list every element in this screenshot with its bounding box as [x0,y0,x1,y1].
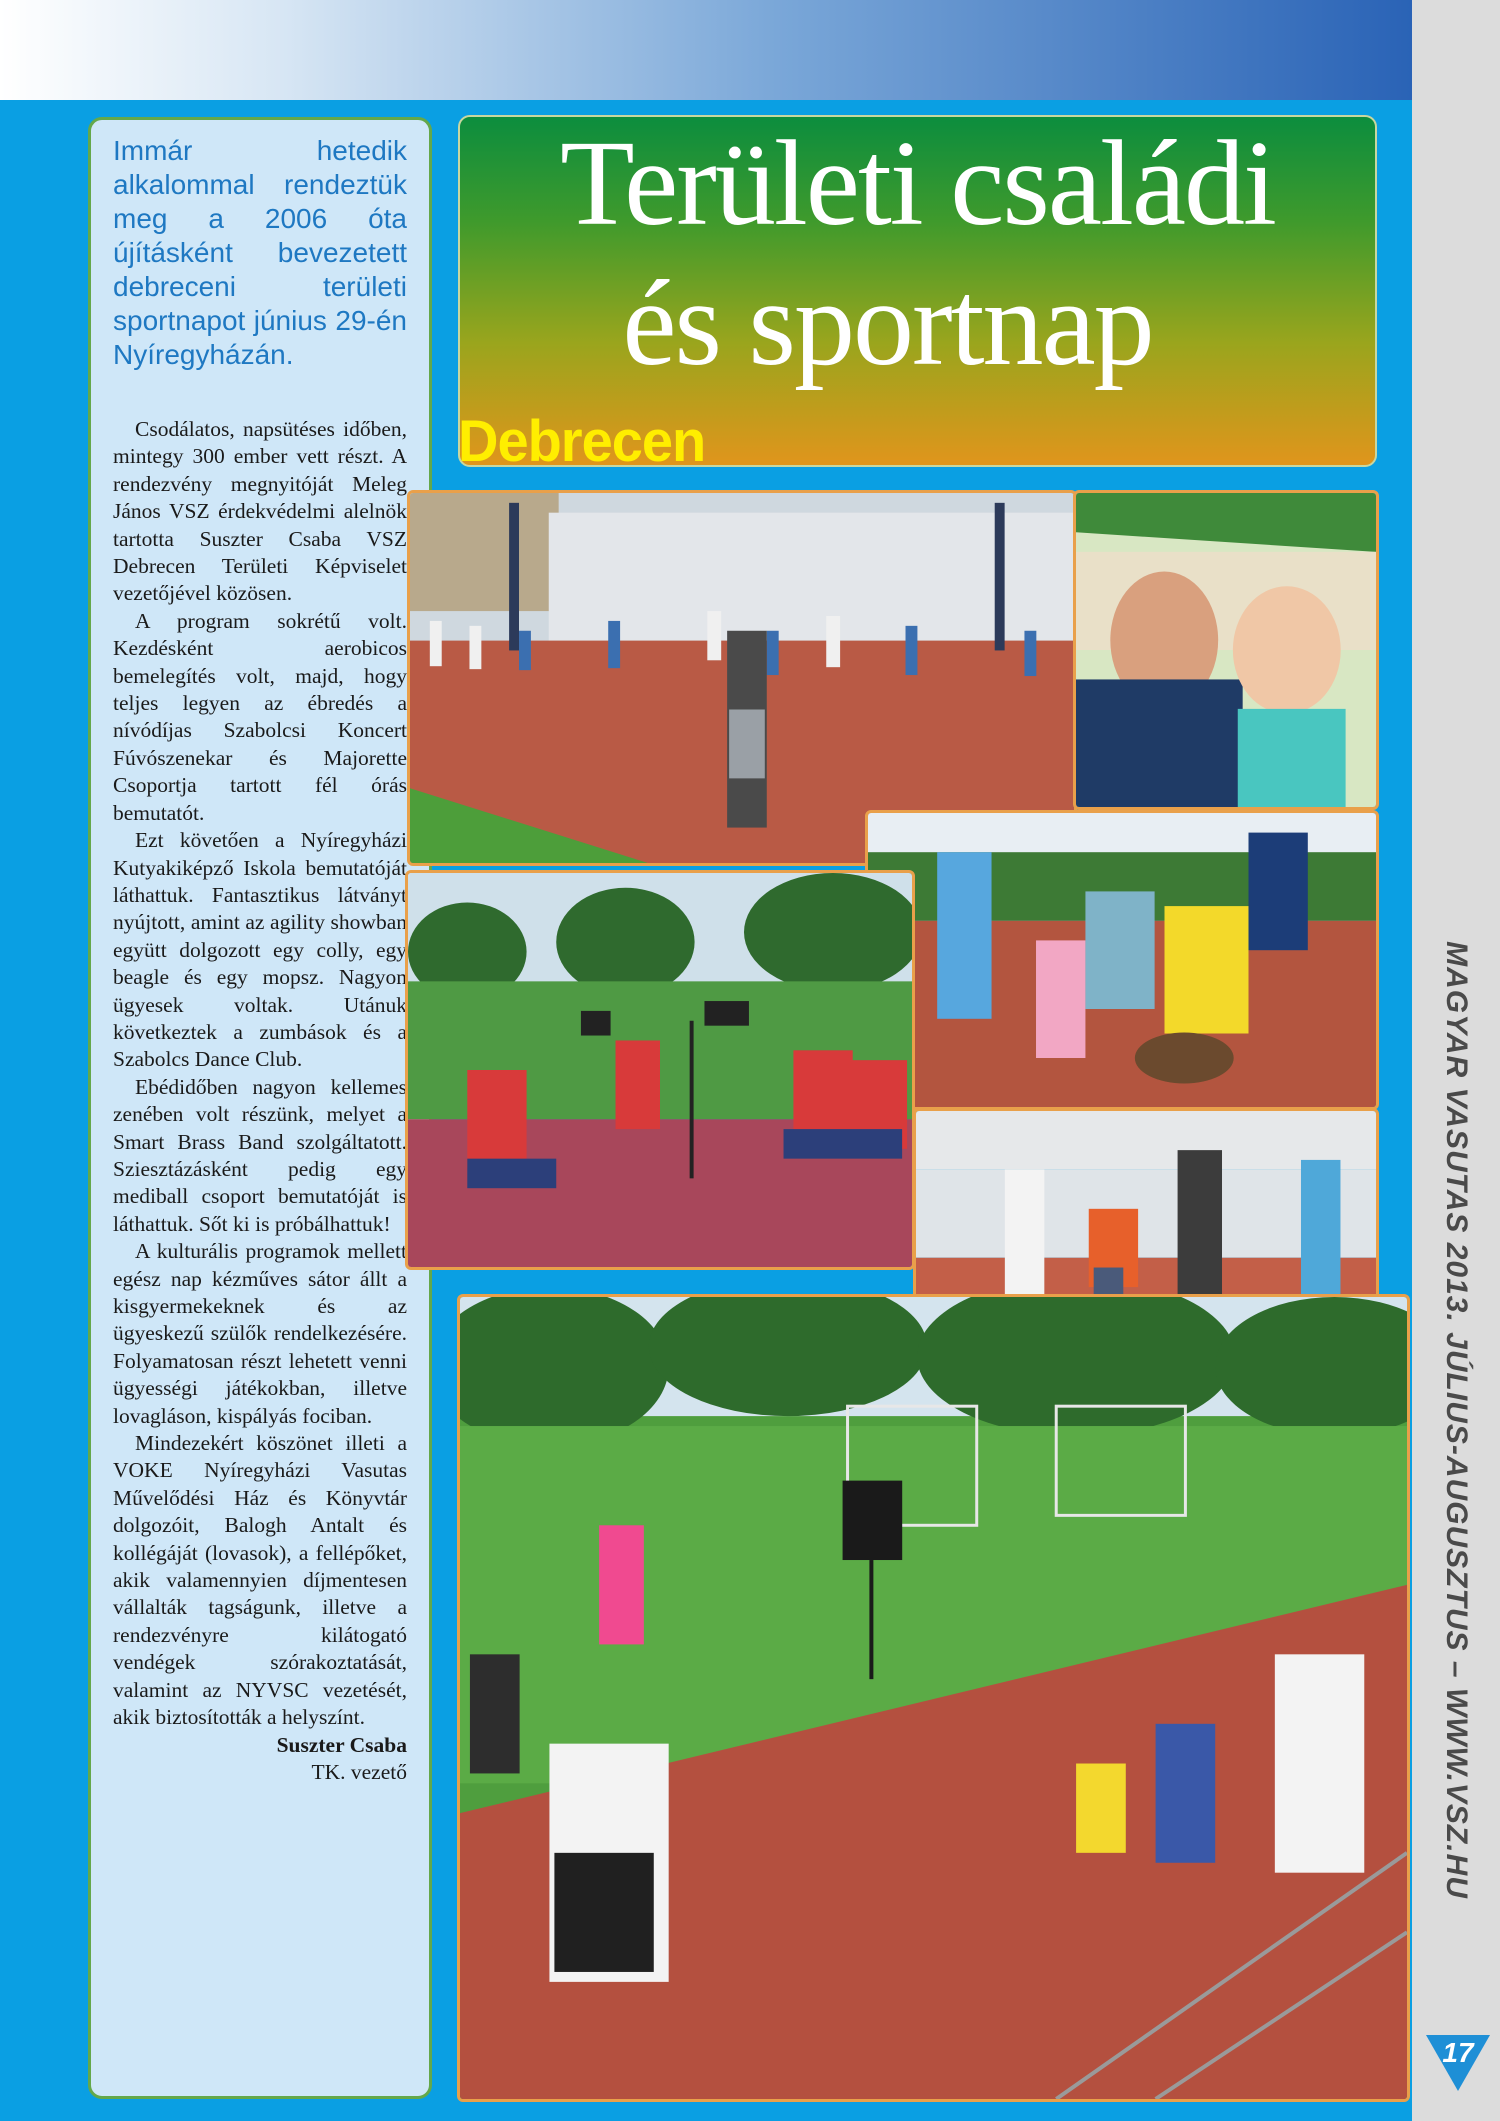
photo-brass-band [405,870,915,1270]
article-body [113,416,407,1732]
photo-face-painting [1073,490,1379,810]
author-name: Suszter Csaba [276,1732,407,1757]
paragraph: Csodálatos, napsütéses időben, mintegy 300 ember vett részt. A rendezvény megnyitóját Meleg János VSZ érdekvédelmi alelnök tartotta Suszter Csaba VSZ Debrecen Területi Képviselet vezetőjével közösen. [113,417,407,606]
photo-dog-show [865,810,1379,1110]
paragraph: Ezt követően a Nyíregyházi Kutyakiképző Iskola bemutatóját láthattuk. Fantasztikus látványt nyújtott, amint az agility showban együtt dolgozott egy colly, egy beagle és egy mopsz. Nagyon ügyesek voltak. Utánuk következtek a zumbások és a Szabolcs Dance Club. [113,828,407,1072]
title-location: Debrecen [458,407,706,474]
article-lead: Immár hetedik alkalommal rendeztük meg a 2006 óta újításként bevezetett debreceni területi sportnapot június 29-én Nyíregyházán. [113,135,407,370]
article-text-column [88,117,432,2099]
photo-sports-field [457,1294,1410,2102]
author-role: TK. vezető [311,1759,407,1784]
paragraph: A program sokrétű volt. Kezdésként aerobicos bemelegítés volt, majd, hogy teljes legyen az ébredés a nívódíjas Szabolcsi Koncert Fúvószenekar és Majorette Csoportja tartott fél órás bemutatót. [113,608,407,825]
signature [113,1732,407,1787]
title-line-1: Területi családi [560,116,1275,251]
header-gradient-bar [0,0,1412,100]
sidebar-publication-info: MAGYAR VASUTAS 2013. JÚLIUS-AUGUSZTUS – WWW.VSZ.HU [1440,941,1473,1899]
paragraph: Ebédidőben nagyon kellemes zenében volt részünk, melyet a Smart Brass Band szolgáltatott. Sziesztázásként pedig egy mediball csoport bemutatóját is láthattuk. Sőt ki is próbálhattuk! [113,1074,407,1236]
page-number: 17 [1442,2037,1474,2068]
paragraph: Mindezekért köszönet illeti a VOKE Nyíregyházi Vasutas Művelődési Ház és Könyvtár dolgozóit, Balogh Antalt és kollégáját (lovasok), a fellépőket, akik valamennyien díjmentesen vállalták tagságunk, illetve a rendezvényre kilátogató vendégek szórakoztatását, valamint az NYVSC vezetését, akik biztosították a helyszínt. [113,1431,407,1730]
paragraph: A kulturális programok mellett egész nap kézműves sátor állt a kisgyermekeknek és az ügyeskezű szülők rendelkezésére. Folyamatosan részt lehetett venni ügyességi játékokban, illetve lovagláson, kispályás fociban. [113,1239,407,1428]
page-number-badge [1424,2033,1492,2093]
title-line-2: és sportnap [622,256,1153,391]
